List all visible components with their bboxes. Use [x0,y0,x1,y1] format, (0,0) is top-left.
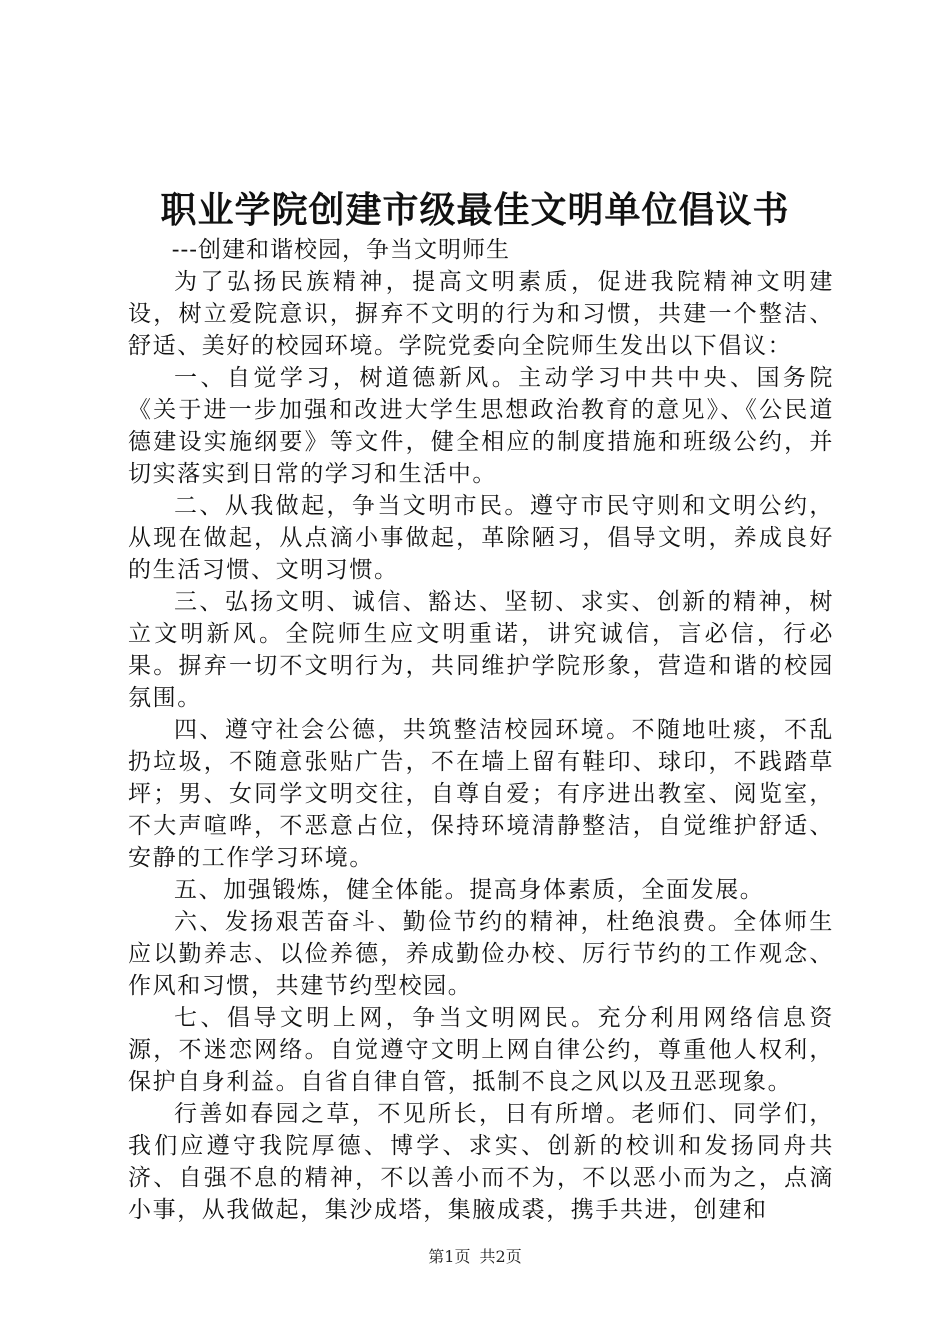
page-footer [0,1245,950,1269]
paragraph-item-4: 四、遵守社会公德，共筑整洁校园环境。不随地吐痰，不乱扔垃圾，不随意张贴广告，不在墙上留有鞋印、球印，不践踏草坪；男、女同学文明交往，自尊自爱；有序进出教室、阅览室，不大声喧哗，不恶意占位，保持环境清静整洁，自觉维护舒适、安静的工作学习环境。 [128,717,834,871]
document-subtitle: ---创建和谐校园，争当文明师生 [171,237,511,263]
paragraph-intro: 为了弘扬民族精神，提高文明素质，促进我院精神文明建设，树立爱院意识，摒弃不文明的行为和习惯，共建一个整洁、舒适、美好的校园环境。学院党委向全院师生发出以下倡议： [128,269,834,359]
paragraph-item-7: 七、倡导文明上网，争当文明网民。充分利用网络信息资源，不迷恋网络。自觉遵守文明上网自律公约，尊重他人权利，保护自身利益。自省自律自管，抵制不良之风以及丑恶现象。 [128,1005,834,1095]
paragraph-item-3: 三、弘扬文明、诚信、豁达、坚韧、求实、创新的精神，树立文明新风。全院师生应文明重诺，讲究诚信，言必信，行必果。摒弃一切不文明行为，共同维护学院形象，营造和谐的校园氛围。 [128,589,834,711]
document-body [128,234,834,1226]
page-total: 共2页 [479,1247,522,1266]
paragraph-item-6: 六、发扬艰苦奋斗、勤俭节约的精神，杜绝浪费。全体师生应以勤养志、以俭养德，养成勤俭办校、厉行节约的工作观念、作风和习惯，共建节约型校园。 [128,909,834,999]
paragraph-item-1: 一、自觉学习，树道德新风。主动学习中共中央、国务院《关于进一步加强和改进大学生思想政治教育的意见》、《公民道德建设实施纲要》等文件，健全相应的制度措施和班级公约，并切实落实到日常的学习和生活中。 [128,365,834,487]
page-number: 第1页 [428,1247,471,1266]
document-title: 职业学院创建市级最佳文明单位倡议书 [160,189,790,231]
paragraph-item-2: 二、从我做起，争当文明市民。遵守市民守则和文明公约，从现在做起，从点滴小事做起，革除陋习，倡导文明，养成良好的生活习惯、文明习惯。 [128,493,834,583]
paragraph-item-5: 五、加强锻炼，健全体能。提高身体素质，全面发展。 [174,877,765,903]
paragraph-closing: 行善如春园之草，不见所长，日有所增。老师们、同学们，我们应遵守我院厚德、博学、求实、创新的校训和发扬同舟共济、自强不息的精神，不以善小而不为，不以恶小而为之，点滴小事，从我做起，集沙成塔，集腋成裘，携手共进，创建和 [128,1101,834,1223]
